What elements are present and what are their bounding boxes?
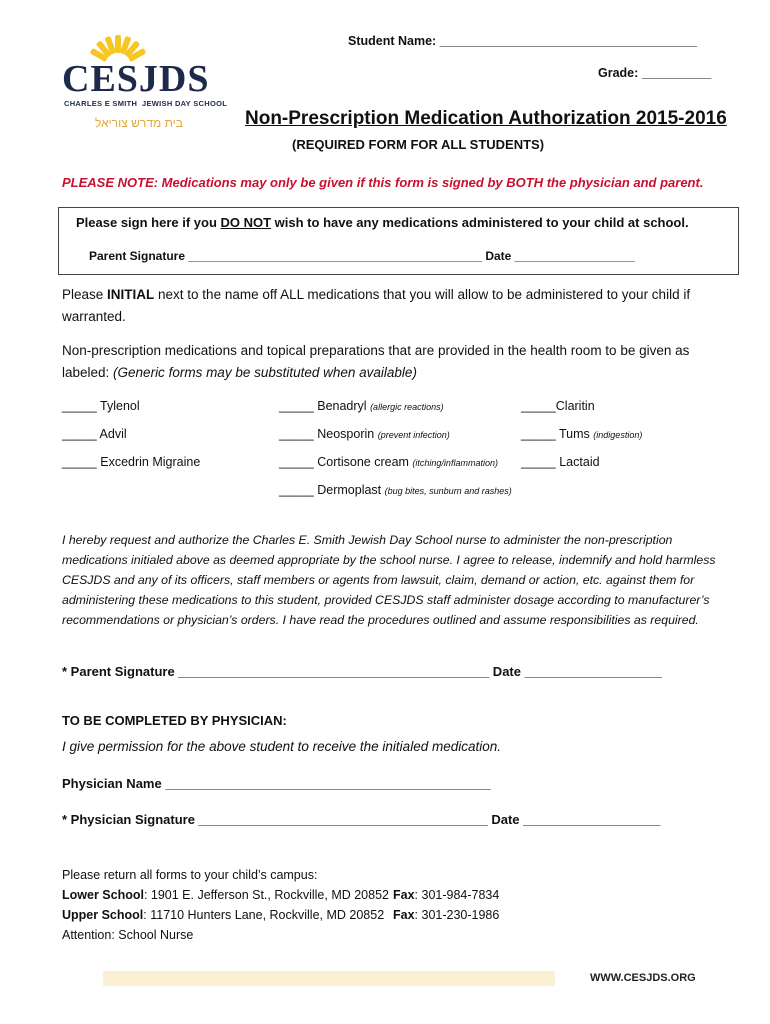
logo-subtitle-right: JEWISH DAY SCHOOL: [142, 99, 228, 108]
physician-permission: I give permission for the above student to receive the initialed medication.: [62, 739, 501, 754]
med-excedrin[interactable]: _____ Excedrin Migraine: [62, 455, 201, 469]
med-claritin[interactable]: _____Claritin: [521, 399, 595, 413]
med-cortisone[interactable]: _____ Cortisone cream (itching/inflammation): [279, 455, 498, 469]
med-lactaid[interactable]: _____ Lactaid: [521, 455, 600, 469]
authorization-statement: I hereby request and authorize the Charles E. Smith Jewish Day School nurse to administer the non-prescription medications initialed above as deemed appropriate by the school nurse. I agree to release, indemnify and hold harmless CESJDS and any of its officers, staff members or agents from lawsuit, claim, demand or action, etc. against them for administering these medications to this student, provided CESJDS staff administer dosage according to manufacturer’s recommendations or physician’s orders. I have read the procedures outlined and assume responsibilities as required.: [62, 533, 716, 627]
med-neosporin[interactable]: _____ Neosporin (prevent infection): [279, 427, 450, 441]
nonrx-instruction: Non-prescription medications and topical preparations that are provided in the health room to be given as labeled: (Generic forms may be substituted when available): [62, 343, 690, 380]
optout-signature-line[interactable]: Parent Signature ____________________________________________ Date __________________: [89, 249, 635, 263]
lower-school-fax: Fax: 301-984-7834: [393, 888, 500, 902]
grade-field[interactable]: Grade: __________: [598, 66, 712, 80]
form-subtitle: (REQUIRED FORM FOR ALL STUDENTS): [292, 137, 545, 152]
return-instruction: Please return all forms to your child’s campus:: [62, 868, 318, 882]
important-note: PLEASE NOTE: Medications may only be given if this form is signed by BOTH the physician and parent.: [62, 175, 704, 190]
lower-school-address: Lower School: 1901 E. Jefferson St., Rockville, MD 20852: [62, 888, 389, 902]
physician-signature-line[interactable]: * Physician Signature ________________________________________ Date ___________________: [62, 812, 661, 827]
logo-hebrew: בית מדרש צוריאל: [95, 116, 183, 130]
website-link[interactable]: WWW.CESJDS.ORG: [590, 972, 696, 984]
attention-line: Attention: School Nurse: [62, 928, 194, 942]
upper-school-fax: Fax: 301-230-1986: [393, 908, 500, 922]
med-benadryl[interactable]: _____ Benadryl (allergic reactions): [279, 399, 444, 413]
physician-name-line[interactable]: Physician Name _____________________________________________: [62, 776, 491, 791]
student-name-field[interactable]: Student Name: _____________________________________: [348, 34, 697, 48]
med-advil[interactable]: _____ Advil: [62, 427, 127, 441]
initial-instruction: Please INITIAL next to the name off ALL medications that you will allow to be administered to your child if warranted.: [62, 287, 691, 324]
med-tums[interactable]: _____ Tums (indigestion): [521, 427, 643, 441]
med-dermoplast[interactable]: _____ Dermoplast (bug bites, sunburn and rashes): [279, 483, 512, 497]
logo-subtitle-left: CHARLES E SMITH: [64, 99, 138, 108]
optout-instruction: Please sign here if you DO NOT wish to have any medications administered to your child at school.: [76, 215, 689, 230]
med-tylenol[interactable]: _____ Tylenol: [62, 399, 140, 413]
logo-wordmark: CESJDS: [62, 58, 210, 100]
footer-bar: [103, 971, 555, 986]
physician-heading: TO BE COMPLETED BY PHYSICIAN:: [62, 713, 287, 728]
form-title: Non-Prescription Medication Authorization 2015-2016: [245, 108, 727, 129]
parent-signature-line[interactable]: * Parent Signature ___________________________________________ Date ___________________: [62, 664, 662, 679]
upper-school-address: Upper School: 11710 Hunters Lane, Rockville, MD 20852: [62, 908, 385, 922]
